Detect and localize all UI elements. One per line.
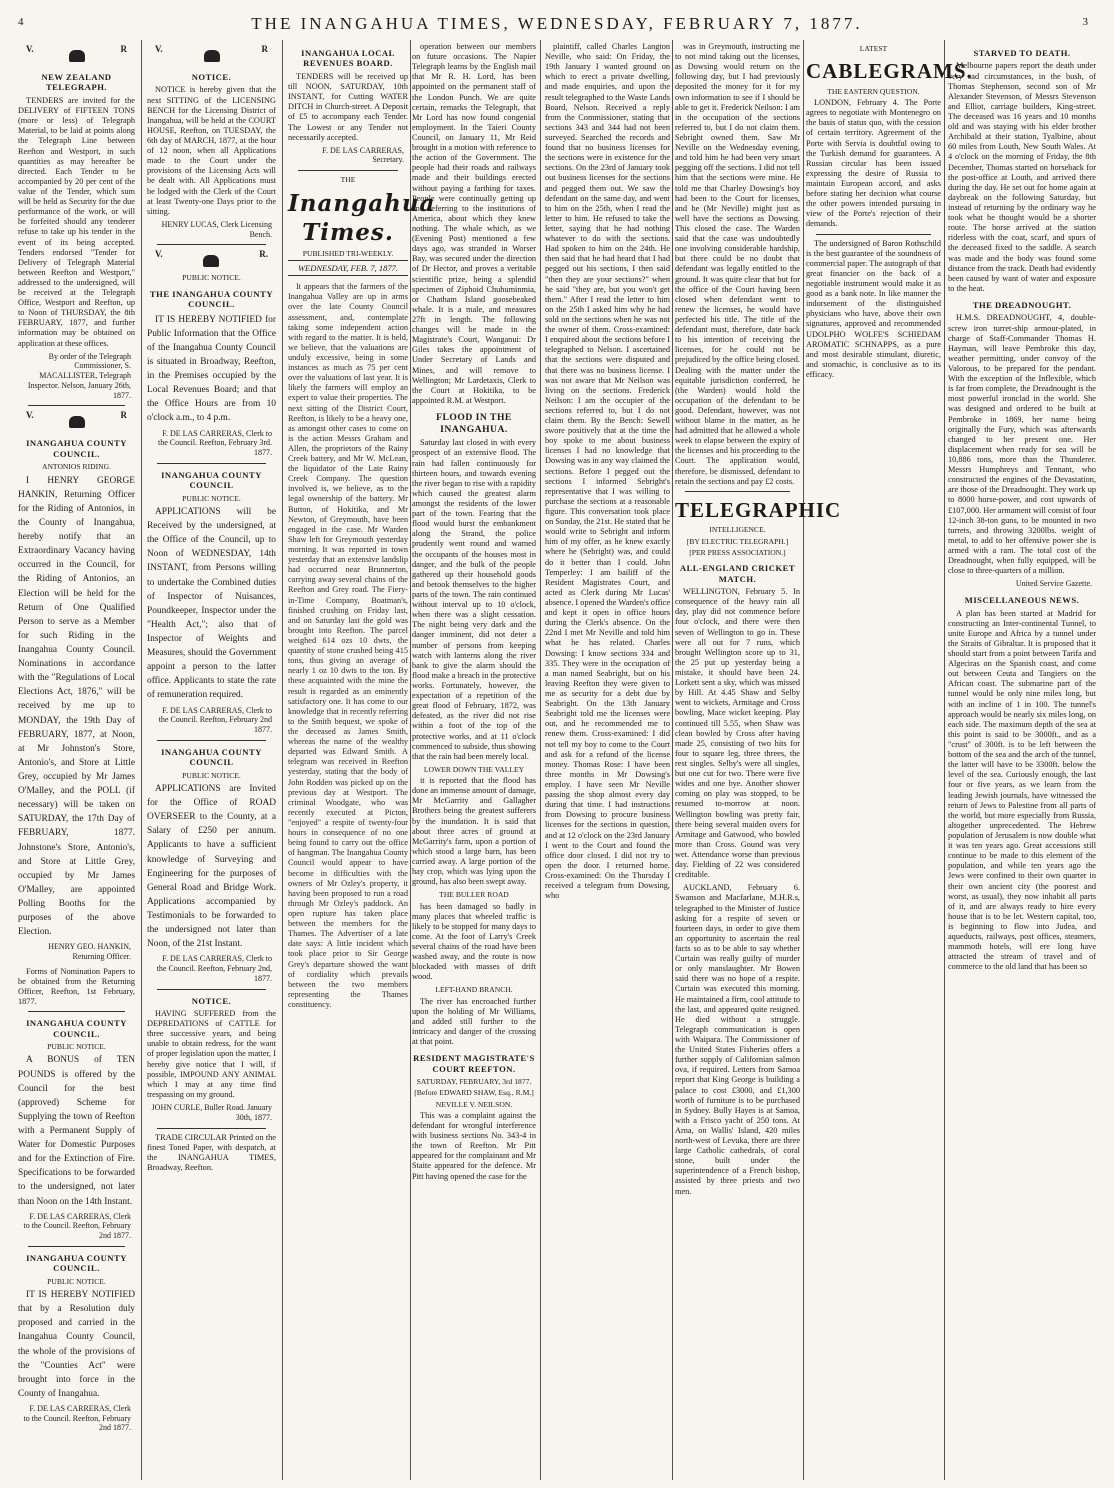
court-case-conclusion: was in Greymouth, instructing me to not mind taking out the licenses, as Dowsing would return on the following day, but I had previously deposited the money for it for my own information to see if I should be able to get it. Frederick Neilson: I am in the occupation of the sections referred to, but I do not claim them. Sebright owned them. Saw Mr Neville on the Wednesday evening, and told him he had been very smart pegging off the sections. I did not tell him that the sections were mine. He told me that Charley Dowsing's boy had been to the Court for licenses, and he (Mr Neville) might just as well have the sections as Dowsing. This closed the case. The Warden said that the case was undoubtedly one involving considerable hardship, but there could be no doubt that defendant was legally entitled to the ground. It was quite clear that but for the office of the Court having been closed when defendant went to renew the licenses, he would have perfected his title. The title of the defendant must, therefore, date back to his intention of receiving the licenses, for he could not be prejudiced by the office being closed. Dealing with the matter under the equitable jurisdiction conferred, he (the Warden) would hold the occupation of the defendant to be good. Defendant, however, was not without blame in the matter, as he had admitted that he allowed a whole week to elapse between the expiry of the licenses and his proceeding to the Court. The application would, therefore, be dismissed, defendant to retain the sections and pay £2 costs. xyxy=(675,42,800,486)
divider xyxy=(157,463,266,464)
cipher-r: R xyxy=(261,44,268,54)
telegraph-notice-title: NEW ZEALAND TELEGRAPH. xyxy=(41,72,112,93)
revenues-board-body: TENDERS will be received up till NOON, SATURDAY, 10th INSTANT, for Cutting WATER DITCH in Church-street. A Deposit of £5 to accompany each Tender. The Lowest or any Tender not necessarily accepted. xyxy=(288,71,408,142)
cablegrams-body: LONDON, February 4. The Porte agrees to negotiate with Montenegro on the basis of status quo, with the cession of certain territory. Agreement of the Porte with Servia is doubtful owing to the Turkish demand for guarantees. A Russian circular has been issued expressing the desire of Russia to maintain European accord, and asks before stating her decision what course the other powers intended pursuing in view of the Porte's rejection of their demands. xyxy=(806,98,941,229)
council-office-notice-body: IT IS HEREBY NOTIFIED for Public Information that the Office of the Inangahua County Council is situated in Broadway, Reefton, in the Premises occupied by the Local Revenues Board; and that the Office Hours are from 10 o'clock a.m., to 4 p.m. xyxy=(147,314,276,424)
newspaper-nameplate: Inangahua Times. xyxy=(288,190,436,246)
road-subheading: THE BULLER ROAD xyxy=(439,890,509,900)
divider xyxy=(157,989,266,990)
case-title: NEVILLE V. NEILSON. xyxy=(435,1099,513,1109)
divider xyxy=(28,1011,125,1012)
column-8 xyxy=(948,42,1096,1480)
eastern-question-subheading: THE EASTERN QUESTION. xyxy=(827,86,920,96)
court-date: SATURDAY, FEBRUARY, 3rd 1877. xyxy=(416,1077,532,1087)
column-3 xyxy=(288,42,436,1480)
nomination-forms-note: Forms of Nomination Papers to be obtained from the Returning Officer, Reefton, 1st February, 1877. xyxy=(18,966,135,1007)
court-case-testimony: plaintiff, called Charles Langton Neville, who said: On Friday, the 19th January I wanted ground on which to erect a private dwelling, and made enquiries, and upon the result telegraphed to the Waste Lands Board, Nelson. Received a reply from the Commissioner, stating that sections 343 and 344 had not been surveyed. Searched the records and found that no business licenses for the sections were in existence for the sections. On the 23rd of January took out business licenses for the sections and pegged them out. We saw the defendant on the same day, and went to him on the 25th, when I read the letter to him. He refused to take the letter, saying that he had nothing whatever to do with the sections. Had spoken to him on the 24th. He then said that he had heard that I had pegged out his sections, I then said "then they are your sections?" when he said "they are, but you won't get them." After I read the letter to him on the 25th I asked him why he had sold on the sections when he was not the owner of them. Cross-examined: I enquired about the sections before I telegraphed to Nelson. I ascertained that the sections were disputed and that there was no business license. I was not aware that Mr Neilson was living on the sections. Frederick Neilson: I am the occupier of the sections referred to, but I do not claim them. By the Bench: Sewell swore positively that at the time the boy spoke to me about business licenses I had no knowledge that Dowsing was in any way claimed the sections. Before I pegged out the sections I informed Sebright's representative that I was willing to purchase the sections at a reasonable figure. This conversation took place on Sunday, the 21st. He stated that he would write to Sebright and inform him of my offer, as he knew exactly where he (Sebright) was, and could do it better than I could. John Temperley: I am bailiff of the Resident Magistrates Court, and acted as Clerk during Mr Lucas' absence. I opened the Warden's office and kept it open in office hours during the Clerk's absence. On the 22nd I met Mr Neville and told him what he has related. Charles Dowsing: I know sections 334 and 335. They were in the occupation of a man named Seabright, but on his leaving Reefton they were given to me as security for a debt due by Seabright. On the 13th January Seabright told me the licenses were out, and he recommended me to renew them. Cross-examined: I did not tell my boy to come to the Court and ask for a refund of the license money. Thomas Rose: I have been three months in Mr Dowsing's employ. I have seen Mr Neville passing the shop almost every day during that time. I had instructions from Dowsing to procure business licenses for the sections in question, and at 12 o'clock on the 23rd January I went to the Court and found the office door closed. I did not try to open the door. I returned home. Cross-examined: On the Thursday I received a telegram from Dowsing, who xyxy=(545,42,670,901)
riding-notice-body: I HENRY GEORGE HANKIN, Returning Officer for the Riding of Antonios, in the County of Inangahua, hereby notify that an Extraordinary Vacancy having occurred in the Council, for the Riding of Antonios, an Election will be held for the Return of One Qualified Person to serve as a Member for such Riding in the Inangahua County Council. Nominations in accordance with the "Regulations of Local Elections Act, 1876," will be received by me up to MONDAY, the 19th Day of FEBRUARY, 1877, at Noon, at Mr Johnston's Store, Antonio's, and Store at Little Grey, occupied by Mr James O'Malley, and the POLL (if necessary) will be taken on SATURDAY, the 17th Day of FEBRUARY, 1877. Johnstone's Store, Antonio's, and Store at Little Grey, occupied by Mr James O'Malley, are appointed Polling Booths for the purposes of the above Election. xyxy=(18,475,135,938)
court-presiding: [Before EDWARD SHAW, Esq., R.M.] xyxy=(414,1088,534,1098)
divider xyxy=(685,491,790,492)
county-council-title-3: INANGAHUA COUNTY COUNCIL. xyxy=(26,1252,127,1274)
valley-body: it is reported that the flood has done an immense amount of damage, Mr McGarrity and Gallagher Brothers being the greatest sufferers by the inundation. It is said that about three acres of ground at McGarrity's farm, upon a portion of which stood a large barn, has been carried away. A large portion of the hay crop, which was lying upon the ground, has also been swept away. xyxy=(412,776,536,887)
cipher-r: R xyxy=(120,44,127,54)
issue-dateline: WEDNESDAY, FEB. 7, 1877. xyxy=(288,260,408,276)
county-council-title-2: INANGAHUA COUNTY COUNCIL xyxy=(161,469,262,491)
royal-cipher xyxy=(155,44,268,66)
column-rule xyxy=(282,40,283,1480)
county-council-title: INANGAHUA COUNTY COUNCIL. xyxy=(26,438,127,459)
royal-cipher xyxy=(26,44,127,66)
royal-crest-icon xyxy=(200,253,222,269)
royal-cipher-2 xyxy=(155,249,268,271)
water-bonus-notice-signature: F. DE LAS CARRERAS, Clerk to the Council. Reefton, February 2nd 1877. xyxy=(23,1211,131,1241)
cricket-match-title: ALL-ENGLAND CRICKET MATCH. xyxy=(679,563,796,584)
divider xyxy=(28,405,125,406)
road-overseer-notice-signature: F. DE LAS CARRERAS, Clerk to the Council. Reefton, February 2nd, 1877. xyxy=(156,954,272,983)
riding-notice-signature: HENRY GEO. HANKIN, Returning Officer. xyxy=(48,942,131,962)
flood-article-title: FLOOD IN THE INANGAHUA. xyxy=(436,411,512,435)
case-body: This was a complaint against the defendant for wrongful interference with business sections No. 343-4 in the town of Reefton. Mr Pitt appeared for the complainant and Mr Staite appeared for the defence. Mr Pitt having opened the case for the xyxy=(412,1110,536,1181)
latest-label: LATEST xyxy=(859,44,888,53)
public-notice-title-2: PUBLIC NOTICE. xyxy=(182,493,241,503)
masthead xyxy=(0,0,1114,40)
news-paragraphs: operation between our members on future occasions. The Napier Telegraph learns by the English mail that Mr R. H. Lord, has been appointed on the permanent staff of the London Punch. We are quite certain, remarks the Telegraph, that Mr Lord has now found congenial employment. In the Taieri County Council, on January 11, Mr Reid brought in a motion with reference to the action of the Government. The people had their roads and railways made and their buildings erected without paying a farthing for taxes. People were continually getting up and referring to the institutions of America, about which they knew nothing. The whale which, as we (Evening Post) mentioned a few days ago, was stranded in Worser Bay, was secured under the direction of Dr Hector, and proves a veritable scientific prize, being a splendid specimen of Ziphoid Chuhuminmia, or Chatham Island goosebeaked whale. It is a male, and measures 27ft in length. The following changes will be made in the Magistrate's Court, Wanganui: Dr Giles takes the appointment of Under Secretary of Lands and Mines, and will remove to Wellington; Mr Lardetaxis, Clerk to the Court at Hokitika, to be appointed R.M. at Westport. xyxy=(412,42,536,405)
editorial-column: It appears that the farmers of the Inangahua Valley are up in arms over the late County Council assessment, and, contemplate taking some independent action with regard to the matter. It is held, we believe, that the valuations are unduly excessive, being in some instances as much as 75 per cent over the valuations of last year. It is likely the farmers will employ an expert to value their properties. The next sitting of the District Court, Reefton, is likely to be a heavy one, as amongst other cases to come on is the action Messrs Graham and Allen, the proprietors of the Rainy Creek battery, and Mr W. McLean, the liquidator of the Late Rainy Creek Company. The question involved is, we believe, as to the legal ownership of the battery. Mr Button, of Hokitika, and Mr Newton, of Greymouth, have been engaged in the case. Mr Warden Shaw left for Greymouth yesterday morning. It was reported in town yesterday that an extensive landslip had occurred near Brunnerton, carrying away several chains of the Reefton and Grey road. The Fiery-in-Time Company, Boatman's, finished crushing on Friday last, and on Saturday last the gold was brought into Reefton. The parcel weighed 614 ozs 10 dwts, the quantity of stone crushed being 415 tons, thus giving an average of nearly 1 oz 10 dwts to the ton. By these acquainted with the mine the result is regarded as an eminently satisfactory one. It has come to our knowledge that in recently referring to the Smith bequest, we spoke of the deceased as James Smith, whereas the name of the wealthy departed was Edward Smith. A telegram was received in Reefton yesterday, stating that the body of John Rodden was picked up on the previous day at Westport. The criminal Woodgate, who was recently executed at Picton, "enjoyed" a respite of twenty-four hours in consequence of no one being found to carry out the office of hangman. The Inangahua County Council would appear to have become in difficulties with the owners of Mr Ozley's property, it having been proposed to run a road through Mr Ozley's paddock. An open rupture has taken place between the members for the Thames. The Advertiser of a late date says: A little incident which took place prior to Sir George Grey's departure showed the want of cordiality which prevails between the two members representing the Thames constituency. xyxy=(288,282,408,1009)
schnapps-advertisement: The undersigned of Baron Rothschild is the best guarantee of the soundness of commercial paper. The autograph of that great financier on the back of a negotiable instrument would make it as good as a bank note. In like manner the indorsement of the distinguished physicians who have, above their own signatures, approved and recommended UDOLPHO WOLFE'S SCHIEDAM AROMATIC SCHNAPPS, as a pure and most desirable stimulant, diuretic, and stomachic, is conclusive as to its efficacy. xyxy=(806,238,941,379)
publication-frequency: PUBLISHED TRI-WEEKLY. xyxy=(302,248,394,258)
public-notice-title: PUBLIC NOTICE. xyxy=(47,1042,106,1052)
water-bonus-notice-body: A BONUS of TEN POUNDS is offered by the Council for the best (approved) Scheme for Supplying the town of Reefton with a Permanent Supply of Water for Domestic Purposes and for the Extinction of Fire. Specifications to be forwarded to the undersigned, not later than Noon on the 14th Instant. xyxy=(18,1055,135,1207)
county-council-office-title: THE INANGAHUA COUNTY COUNCIL. xyxy=(149,288,274,310)
divider xyxy=(816,234,931,235)
county-council-title-3: INANGAHUA COUNTY COUNCIL xyxy=(161,746,262,768)
column-rule xyxy=(141,40,142,1480)
public-notice-title: PUBLIC NOTICE. xyxy=(182,273,241,283)
column-rule xyxy=(672,40,673,1480)
telegraphic-heading: TELEGRAPHIC xyxy=(675,497,842,522)
court-title: RESIDENT MAGISTRATE'S COURT REEFTON. xyxy=(413,1053,535,1074)
column-rule xyxy=(410,40,411,1480)
dreadnought-article-title: THE DREADNOUGHT. xyxy=(972,300,1072,310)
revenues-board-title: INANGAHUA LOCAL REVENUES BOARD. xyxy=(301,48,395,69)
newspaper-running-title: THE INANGAHUA TIMES, WEDNESDAY, FEBRUARY 7, 1877. xyxy=(251,14,863,33)
revenues-board-signature: F. DE LAS CARRERAS, Secretary. xyxy=(322,145,404,165)
page-number-left: 4 xyxy=(18,16,24,28)
page-number-right: 3 xyxy=(1082,16,1088,28)
council-office-notice-signature: F. DE LAS CARRERAS, Clerk to the Council. Reefton, February 3rd. 1877. xyxy=(158,428,272,457)
counties-act-notice-body: IT IS HEREBY NOTIFIED that by a Resolution duly proposed and carried in the Inangahua County Council, the whole of the provisions of the "Counties Act" were brought into force in the County of Inangahua. xyxy=(18,1290,135,1399)
road-overseer-notice-body: APPLICATIONS are Invited for the Office of ROAD OVERSEER to the County, at a Salary of £250 per annum. Applicants to have a sufficient knowledge of Surveying and Engineering for the purposes of General Road and Bridge Work. Applications accompanied by Testimonials to be forwarded to the undersigned not later than Noon, of the 21st Instant. xyxy=(147,783,276,950)
column-rule xyxy=(944,40,945,1480)
column-7 xyxy=(806,42,973,1480)
divider xyxy=(157,244,266,245)
divider xyxy=(157,1128,266,1129)
press-association-credit: [PER PRESS ASSOCIATION.] xyxy=(689,547,786,557)
branch-body: The river has encroached further upon the holding of Mr Williams, and added still further to the intricacy and danger of the crossing at that point. xyxy=(412,996,536,1047)
cipher-v: V. xyxy=(155,249,163,260)
dreadnought-article-body: H.M.S. DREADNOUGHT, 4, double-screw iron turret-ship armour-plated, in charge of Staff-Commander Thomas H. Hayman, will leave Pembroke this day, weather permitting, under convoy of the Valorous, to be prepared for the pendant. With the exception of the Inflexible, which is far from complete, the Dreadnought is the most powerful ironclad in the world. She was designed and ordered to be built at Pembroke in 1869, her name being originally the Fury, which was afterwards changed to her present one. Her displacement when ready for sea will be 10,886 tons, more than the Thunderer. Messrs Humphreys and Tennant, who constructed the engines of the Devastation, are those of the Dreadnought. They work up to 8000 horse-power, and cost upwards of £107,000. Her armament will consist of four 12-inch 38-ton guns, to be mounted in two turrets, and throwing 3200lbs. weight of metal, to add to her offensive power she is armed with a ram. The total cost of the Dreadnought, when fully equipped, will be close to three-quarters of a million. xyxy=(948,313,1096,576)
branch-subheading: LEFT-HAND BRANCH. xyxy=(435,985,513,995)
royal-crest-icon xyxy=(66,414,88,430)
telegraphic-subheading: INTELLIGENCE. xyxy=(709,525,766,535)
trade-circular-ad: TRADE CIRCULAR Printed on the finest Toned Paper, with despatch, at the INANGAHUA TIMES, Broadway, Reefton. xyxy=(147,1132,276,1172)
public-notice-title-2: PUBLIC NOTICE. xyxy=(47,1276,106,1286)
road-body: has been damaged so badly in many places that wheeled traffic is likely to be stopped for many days to come. At the foot of Larry's Creek several chains of the road have been washed away, and the route is now blockaded with masses of drift wood. xyxy=(412,901,536,982)
column-6 xyxy=(675,42,842,1480)
riding-title: ANTONIOS RIDING. xyxy=(41,462,112,472)
valley-subheading: LOWER DOWN THE VALLEY xyxy=(423,764,525,774)
royal-crest-icon xyxy=(66,48,88,64)
telegraph-notice-body: TENDERS are invited for the DELIVERY of FIFTEEN TONS (more or less) of Telegraph Material, to be laid at points along the Telegraph Line between Reefton and Westport, in such quantities as may hereafter be directed. Each Tender to be accompanied by 20 per cent of the value of the Tender, which sum will be held as Security for the due performance of the work, or will be forfeited should any tenderer refuse to take up his tender in the event of its being accepted. Tenders endorsed "Tender for Delivery of Telegraph Material between Reefton and Westport," addressed to the undersigned, will be received at the Telegraph Office, Westport and Reefton, up to Noon of THURSDAY, the 8th FEBRUARY, 1877, and further information may be obtained on application at these offices. xyxy=(18,95,135,348)
divider xyxy=(28,1246,125,1247)
column-1: V. R NEW ZEALAND TELEGRAPH. TENDERS are invited for the DELIVERY of FIFTEEN TONS (more or less) of Telegraph Material, to be laid at points along the Telegraph Line between Reefton and Westport, in such quantities as may hereafter be directed. Each Tender to be accompanied by 20 per cent of the value of the Tender, which sum will be held as Security for the due performance of the work, or will be forfeited should any tenderer refuse to take up his tender in the event of its being accepted. Tenders endorsed "Tender for Delivery of Telegraph Material between Reefton and Westport," addressed to the undersigned, will be received at the Telegraph Office, Westport and Reefton, up to Noon of THURSDAY, the 8th FEBRUARY, 1877, and further information may be obtained on application at these offices. By order of the Telegraph Commissioner, S. MACALLISTER, Telegraph Inspector. Nelson, January 26th, 1877. V. R INANGAHUA COUNTY COUNCIL. ANTONIOS RIDING. I HENRY GEORGE HANKIN, Returning Officer for the Riding of Antonios, in the County of Inangahua, hereby notify that an Extraordinary Vacancy having occurred in the Council, for the Riding of Antonios, an Election will be held for the Return of One Qualified Person to serve as a Member for such Riding in the Inangahua County Council. Nominations in accordance with the "Regulations of Local Elections Act, 1876," will be received by me up to MONDAY, the 19th Day of FEBRUARY, 1877, at Noon, at Mr Johnston's Store, Antonio's, and Store at Little Grey, occupied by Mr James O'Malley, and the POLL (if necessary) will be taken on SATURDAY, the 17th Day of FEBRUARY, 1877. Johnstone's Store, Antonio's, and Store at Little Grey, occupied by Mr James O'Malley, are appointed Polling Booths for the purposes of the above Election. HENRY GEO. HANKIN, Returning Officer. Forms of Nomination Papers to be obtained from the Returning Officer, Reefton, 1st February, 1877. INANGAHUA COUNTY COUNCIL. PUBLIC NOTICE. A BONUS of TEN POUNDS is offered by the Council for the best (approved) Scheme for Supplying the town of Reefton with a Permanent Supply of Water for Domestic Purposes and for the Extinction of Fire. Specifications to be forwarded to the undersigned, not later than Noon on the 14th Instant. F. DE LAS CARRERAS, Clerk to the Council. Reefton, February 2nd 1877. INANGAHUA COUNTY COUNCIL. PUBLIC NOTICE. IT IS HEREBY NOTIFIED that by a Resolution duly proposed and carried in the Inangahua County Council, the whole of the provisions of the "Counties Act" were brought into force in the County of Inangahua. F. DE LAS CARRERAS, Clerk to the Council. Reefton, February 2nd 1877. xyxy=(18,44,135,1433)
licensing-notice-title: NOTICE. xyxy=(191,72,232,82)
counties-act-notice-signature: F. DE LAS CARRERAS, Clerk to the Council. Reefton, February 2nd 1877. xyxy=(23,1403,131,1433)
column-4 xyxy=(412,42,536,1480)
dreadnought-source: United Service Gazette. xyxy=(1015,579,1092,589)
cattle-notice-body: HAVING SUFFERED from the DEPREDATIONS of CATTLE for three successive years, and being unable to obtain redress, for the want of proper legislation upon the matter, I hereby give notice that I will, if possible, IMPOUND ANY ANIMAL which I may at any time find trespassing on my ground. xyxy=(147,1009,276,1099)
starved-article-body: Melbourne papers report the death under very sad circumstances, in the bush, of Thomas Stephenson, second son of Mr Alexander Stevenson, of Messrs Stevenson and Elliot, carriage builders, King-street. The deceased was 16 years and 10 months old and was staying with his elder brother Archibald at their station, Tyalbine, about 60 miles from Louth, New South Wales. At 4 o'clock on the morning of Friday, the 8th December, Thomas started on horseback for the post-office at Louth, and arrived there during the day. He set out for home again at daybreak on the following Saturday, but instead of returning by the ordinary way he took what he thought would be a shorter route. The horse arrived at the station riderless with the coat, scarf, and spurs of the deceased fixed to the saddle. A search was made and the body was found some distance from the track. Death had evidently been caused by want of water and exposure to the heat. xyxy=(948,61,1096,293)
cattle-notice-signature: JOHN CURLE, Buller Road. January 30th, 1877. xyxy=(151,1103,272,1122)
cipher-v: V. xyxy=(26,44,34,54)
misc-news-body: A plan has been started at Madrid for constructing an Inter-continental Tunnel, to unite Europe and Africa by a tunnel under the Straits of Gibraltar. It is proposed that it should start from a point between Tarifa and Algeciras on the Spanish coast, and come out between Ceuta and Tangiers on the African coast. The submarine part of the tunnel would be only nine miles long, but with an incline of 1 in 100. The tunnel's approach would be nearly six miles long, on each side. The maximum depth of the sea at this point is said to be 3000ft., and as a "crust" of 300ft. is to be left between the bottom of the sea and the arch of the tunnel, the latter will have to be 3300ft. below the level of the sea. Curiously enough, the last four or five years, as we learn from the leading Jewish journals, have witnessed the return of Jews to Palestine from all parts of the world, but more especially from Russia, altogether unprecedented. The Hebrew population of Jerusalem is now double what it was ten years ago. Great accessions still continue to be made to this element of the population, and while ten years ago the Jews were confined to their own quarter in their own ancient city (the poorest and worst, as usual), they now inhabit all parts of it, and are always ready to hire every house that is to be let. Western capital, too, is beginning to flow into Judea, and aqueducts, railways, post offices, steamers, mammoth hotels, will ere long have attracted the stream of travel and of commerce to the old land that has been so xyxy=(948,608,1096,972)
cipher-r: R. xyxy=(259,249,268,260)
royal-crest-icon xyxy=(201,48,223,64)
misc-news-title: MISCELLANEOUS NEWS. xyxy=(964,595,1080,606)
cablegrams-heading: CABLEGRAMS. xyxy=(806,59,973,84)
cricket-match-body: WELLINGTON, February 5. In consequence of the heavy rain all day, play did not commence before four o'clock, and there were then seven of Wellington to go in. These were all out for 7 runs, which brought Wellington score up to 31, the 25 put up yesterday being a mistake, it should have been 24. Lorkett sent a sky, which was missed by Hill. At 4.45 Shaw and Selby went to wickets, Armitage and Cross bowling, Mace wicket keeping. Play continued till 5.55, when Shaw was clean bowled by Cross after having made 25, consisting of two hits for four to square leg, three threes, the rest singles. Selby's were all singles, but one cut for two. There were five wides and one bye. Another shower coming on play was stopped, to be resumed to-morrow at noon. Wellington bowling was pretty fair, there being several maiden overs for Armitage and Gatwood, who bowled more than Cross. Gound was very wet. Attendance worse than previous day. Fielding of 22 was considered creditable. xyxy=(675,587,800,880)
public-notice-title-3: PUBLIC NOTICE. xyxy=(182,770,241,780)
county-council-title-2: INANGAHUA COUNTY COUNCIL. xyxy=(26,1018,127,1039)
starved-article-title: STARVED TO DEATH. xyxy=(973,48,1071,58)
telegraph-notice-signature: By order of the Telegraph Commissioner, S. MACALLISTER, Telegraph Inspector. Nelson, January 26th, 1877. xyxy=(27,351,131,400)
column-2 xyxy=(147,42,276,1480)
column-5 xyxy=(545,42,670,1480)
inspector-notice-body: APPLICATIONS will be Received by the undersigned, at the Office of the Council, up to Noon of WEDNESDAY, 14th INSTANT, from Persons willing to undertake the Combined duties of Inspector of Nuisances, Poundkeeper, Inspector under the "Health Act,"; also that of Inspector of Weights and Measures, should the Government appoint a person to the latter office. Applicants to state the rate of remuneration required. xyxy=(147,506,276,701)
cipher-v: V. xyxy=(155,44,163,54)
telegraph-credit: [BY ELECTRIC TELEGRAPH.] xyxy=(686,536,789,546)
nameplate-the: THE xyxy=(340,175,356,185)
flood-article-body: Saturday last closed in with every prospect of an extensive flood. The rain had fallen continuously for thirteen hours, and towards evening the river began to rise with a rapidity which caused the greatest alarm amongst the residents of the lower part of the town. Fearing that the flood would burst the embankment along the Strand, the police prudently went round and warned the occupants of the houses most in danger, and the bulk of the people gathered up their household goods and betook themselves to the higher parts of the town. The rain continued without interval up to 10 o'clock, when there was a slight cessation. The night being very dark and the danger imminent, did not deter a number of persons from keeping watch with lanterns along the river bank to give the alarm should the flood make a breach in the protective works. Fortunately, however, the expectation of a repetition of the great flood of February, 1872, was defeated, as the river did not rise within a foot of the top of the protective works, and at 11 o'clock commenced to subside, thus showing that the rain had been merely local. xyxy=(412,438,536,761)
cattle-notice-title: NOTICE. xyxy=(191,995,232,1006)
licensing-notice-body: NOTICE is hereby given that the next SITTING of the LICENSING BENCH for the Licensing District of Inangahua, will be held at the COURT HOUSE, Reefton, on TUESDAY, the 6th day of MARCH, 1877, at the hour of 12 noon, when all Applications made to the Court under the provisions of the Licensing Acts will be dealt with. All Applications must be lodged with the Clerk of the Court at least Twenty-one Days prior to the sitting. xyxy=(147,85,276,216)
divider xyxy=(298,170,398,171)
inspector-notice-signature: F. DE LAS CARRERAS, Clerk to the Council. Reefton, February 2nd 1877. xyxy=(158,705,272,734)
licensing-notice-signature: HENRY LUCAS, Clerk Licensing Bench. xyxy=(161,219,272,239)
column-rule xyxy=(540,40,541,1480)
auckland-news-body: AUCKLAND, February 6. Swanson and Macfarlane, M.H.R.s, telegraphed to the Minister of Justice asking for a respite of seven or fourteen days, in order to give them an opportunity to ascertain the real facts so as to be able to say whether Curtain was really guilty of murder or only manslaughter. Mr Bowen said there was no hope of a respite. Curtain was executed this morning. He maintained a firm, cool attitude to the last, and appeared quite resigned. He died without a struggle. Telegraph communication is open with Waipara. The Commissioner of the United States Fisheries offers a further supply of Californian salmon ova, if required. Letters from Samoa report that King George is building a palace to cost £3000, and £1,300 worth of furniture is to be purchased in Sydney. Bully Hayes is at Samoa, with a Frisco yacht of 250 tons. At Arna, on Wallis' Island, 420 miles north-west of Levuka, there are three large Catholic cathedrals, of coral stone, built under the superintendence of a French bishop, assisted by three priests and two men. xyxy=(675,883,800,1196)
divider xyxy=(157,740,266,741)
column-rule xyxy=(803,40,804,1480)
